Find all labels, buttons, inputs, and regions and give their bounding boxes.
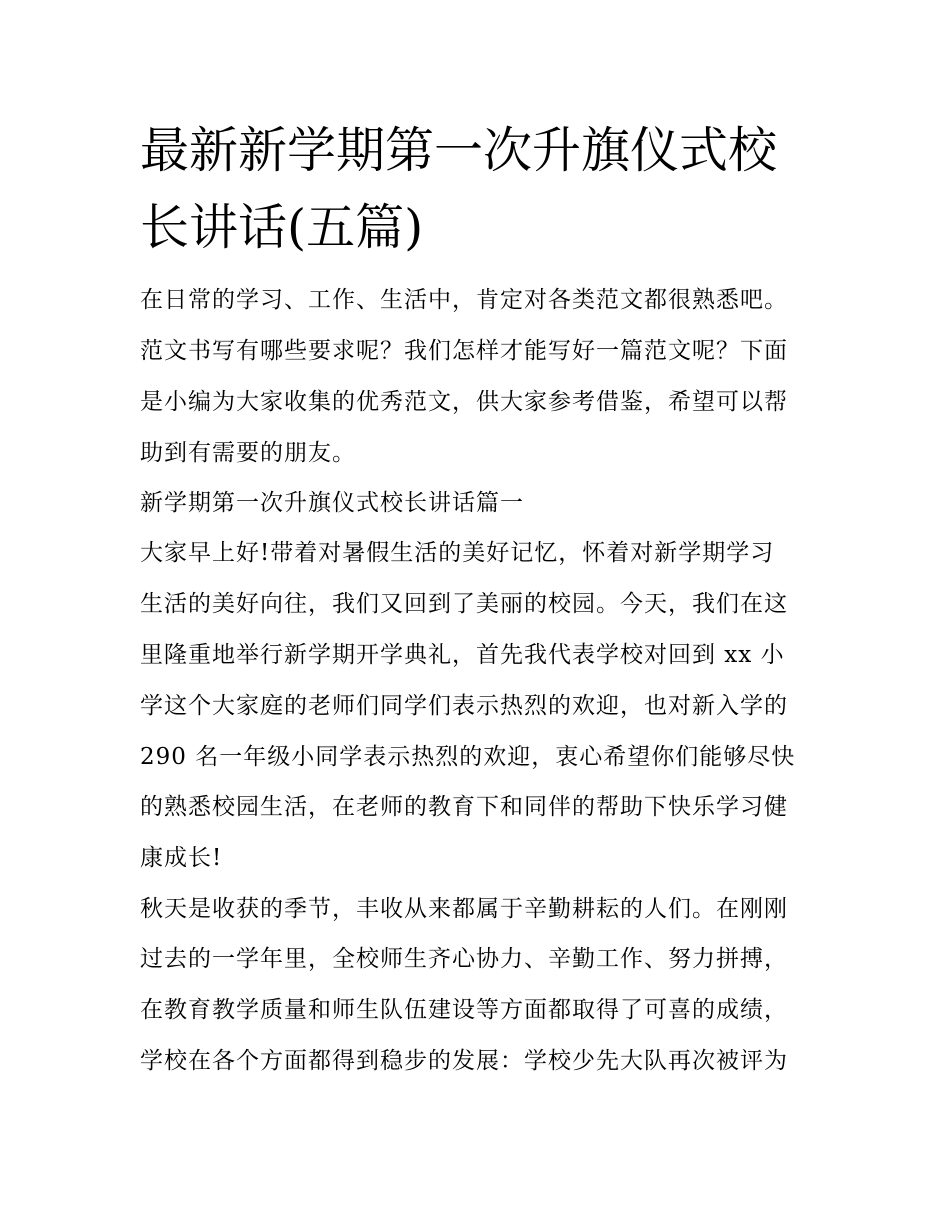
body-text-line: 学校在各个方面都得到稳步的发展：学校少先大队再次被评为 [140, 1048, 788, 1074]
body-text-line: 大家早上好!带着对暑假生活的美好记忆，怀着对新学期学习 [140, 540, 775, 566]
section-heading: 新学期第一次升旗仪式校长讲话篇一 [140, 490, 524, 516]
body-text-line: 助到有需要的朋友。 [140, 440, 356, 466]
body-text-line: 过去的一学年里，全校师生齐心协力、辛勤工作、努力拼搏， [140, 946, 788, 972]
body-text-line: 是小编为大家收集的优秀范文，供大家参考借鉴，希望可以帮 [140, 389, 788, 415]
body-text-line: 的熟悉校园生活，在老师的教育下和同伴的帮助下快乐学习健 [140, 794, 788, 820]
body-text-line: 在教育教学质量和师生队伍建设等方面都取得了可喜的成绩， [140, 997, 788, 1023]
body-text-line: 290 名一年级小同学表示热烈的欢迎，衷心希望你们能够尽快 [140, 744, 796, 770]
body-text-line: 生活的美好向往，我们又回到了美丽的校园。今天，我们在这 [140, 591, 788, 617]
body-text-line: 里隆重地举行新学期开学典礼，首先我代表学校对回到 xx 小 [140, 642, 785, 668]
body-text-line: 秋天是收获的季节，丰收从来都属于辛勤耕耘的人们。在刚刚 [140, 896, 788, 922]
document-title [140, 112, 820, 266]
body-text-line: 在日常的学习、工作、生活中，肯定对各类范文都很熟悉吧。 [140, 287, 788, 313]
title-line-2: 长讲话(五篇) [140, 199, 424, 256]
body-text-line: 学这个大家庭的老师们同学们表示热烈的欢迎，也对新入学的 [140, 693, 788, 719]
title-line-1: 最新新学期第一次升旗仪式校 [140, 122, 778, 179]
body-text-line: 范文书写有哪些要求呢？我们怎样才能写好一篇范文呢？下面 [140, 338, 788, 364]
body-text-line: 康成长! [140, 845, 223, 871]
